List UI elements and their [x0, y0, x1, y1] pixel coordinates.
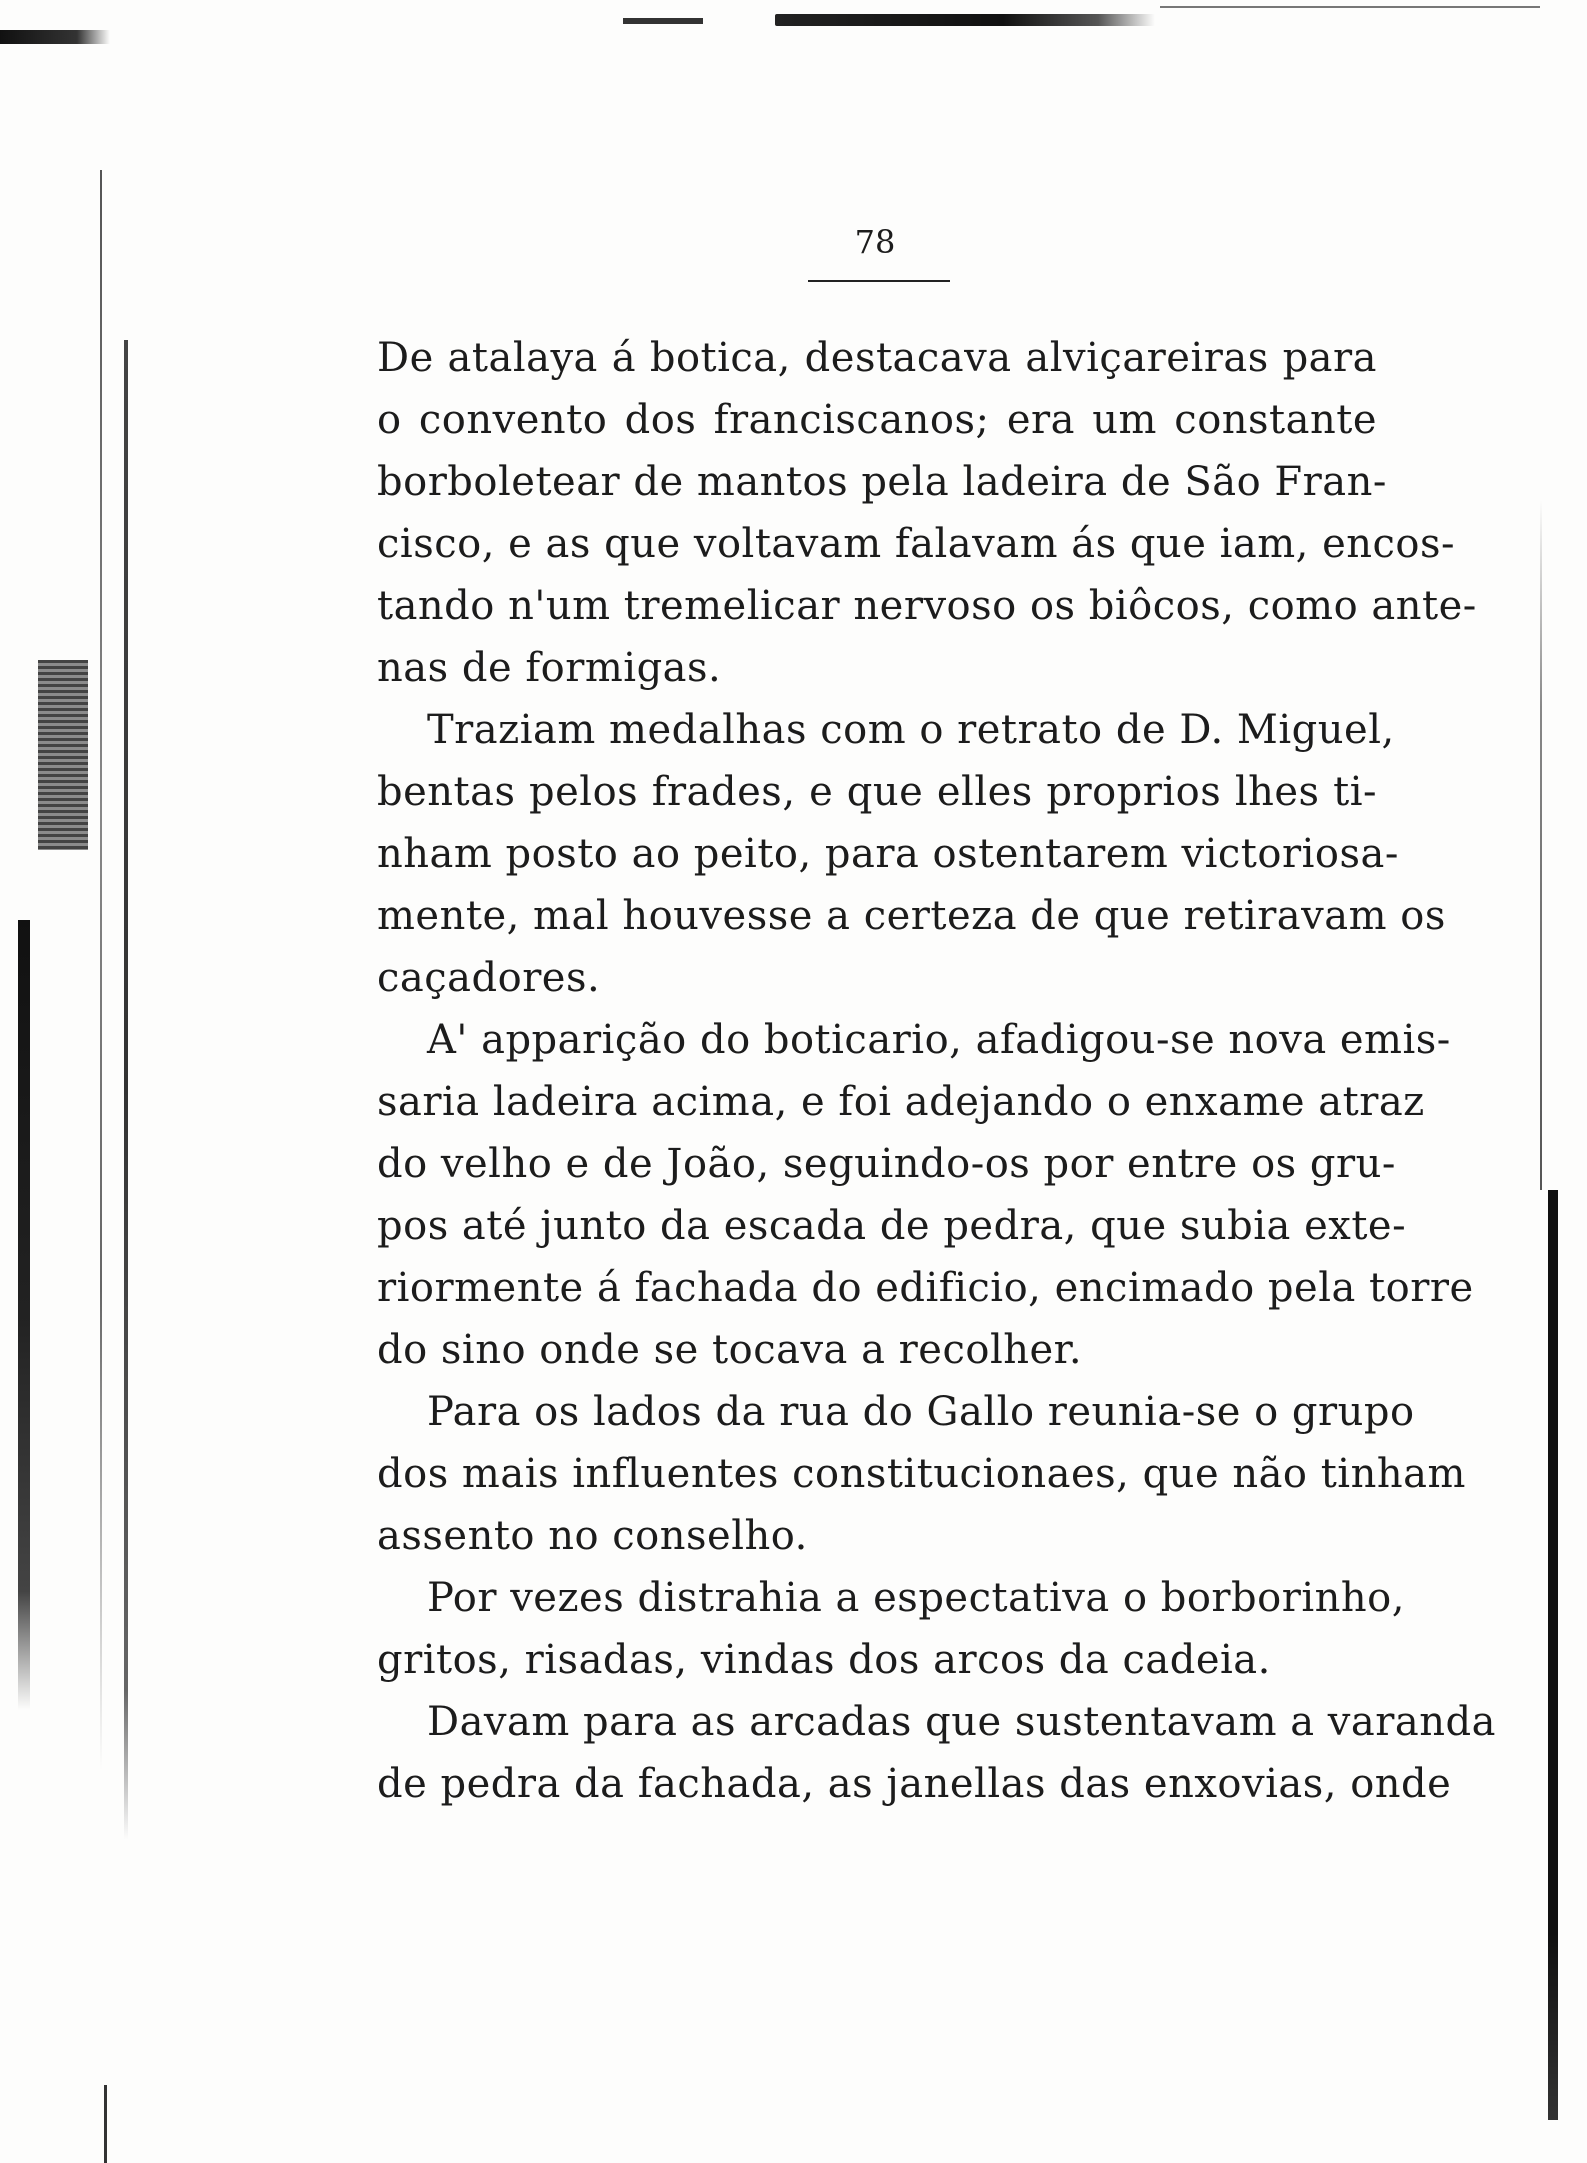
text-line: saria ladeira acima, e foi adejando o enxame atraz [377, 1079, 1425, 1125]
text-line: do velho e de João, seguindo-os por entre os gru- [377, 1141, 1396, 1187]
scan-artifact-right-edge [1548, 1190, 1558, 2120]
scan-artifact-left-thin [100, 170, 102, 1770]
text-line: mente, mal houvesse a certeza de que retiravam os [377, 893, 1446, 939]
body-text [377, 327, 1496, 1815]
text-line: Para os lados da rua do Gallo reunia-se o grupo [427, 1389, 1415, 1435]
text-line: o convento dos franciscanos; era um constante [377, 397, 1377, 443]
text-line: Davam para as arcadas que sustentavam a varanda [427, 1699, 1496, 1745]
text-line: dos mais influentes constitucionaes, que não tinham [377, 1451, 1466, 1497]
text-line: Por vezes distrahia a espectativa o borborinho, [427, 1575, 1405, 1621]
scan-artifact-corner [0, 30, 110, 44]
scan-artifact-left-mid [38, 660, 88, 850]
scan-artifact-top-bar [775, 14, 1155, 26]
scan-artifact-right-thin [1540, 500, 1542, 1190]
text-line: do sino onde se tocava a recolher. [377, 1327, 1083, 1373]
text-line: nas de formigas. [377, 645, 722, 691]
text-line: pos até junto da escada de pedra, que subia exte- [377, 1203, 1407, 1249]
text-line: de pedra da fachada, as janellas das enxovias, onde [377, 1761, 1452, 1807]
text-line: riormente á fachada do edificio, encimado pela torre [377, 1265, 1474, 1311]
text-line: bentas pelos frades, e que elles proprios lhes ti- [377, 769, 1377, 815]
text-line: De atalaya á botica, destacava alviçareiras para [377, 335, 1377, 381]
text-line: assento no conselho. [377, 1513, 808, 1559]
text-line: Traziam medalhas com o retrato de D. Miguel, [427, 707, 1395, 753]
text-line: gritos, risadas, vindas dos arcos da cadeia. [377, 1637, 1271, 1683]
text-line: cisco, e as que voltavam falavam ás que iam, encos- [377, 521, 1456, 567]
text-line: nham posto ao peito, para ostentarem victoriosa- [377, 831, 1399, 877]
scan-artifact-left-wavy [124, 340, 128, 1840]
scan-artifact-left-bottom [104, 2085, 107, 2163]
text-line: A' apparição do boticario, afadigou-se nova emis- [427, 1017, 1451, 1063]
page-number: 78 [854, 223, 896, 261]
text-line: borboletear de mantos pela ladeira de São Fran- [377, 459, 1387, 505]
text-line: tando n'um tremelicar nervoso os biôcos, como ante- [377, 583, 1477, 629]
scan-artifact-top-line [1160, 6, 1540, 8]
scan-artifact-left-edge [18, 920, 30, 1710]
text-line: caçadores. [377, 955, 601, 1001]
page-number-rule [808, 280, 950, 282]
scan-artifact-top-small [623, 18, 703, 24]
